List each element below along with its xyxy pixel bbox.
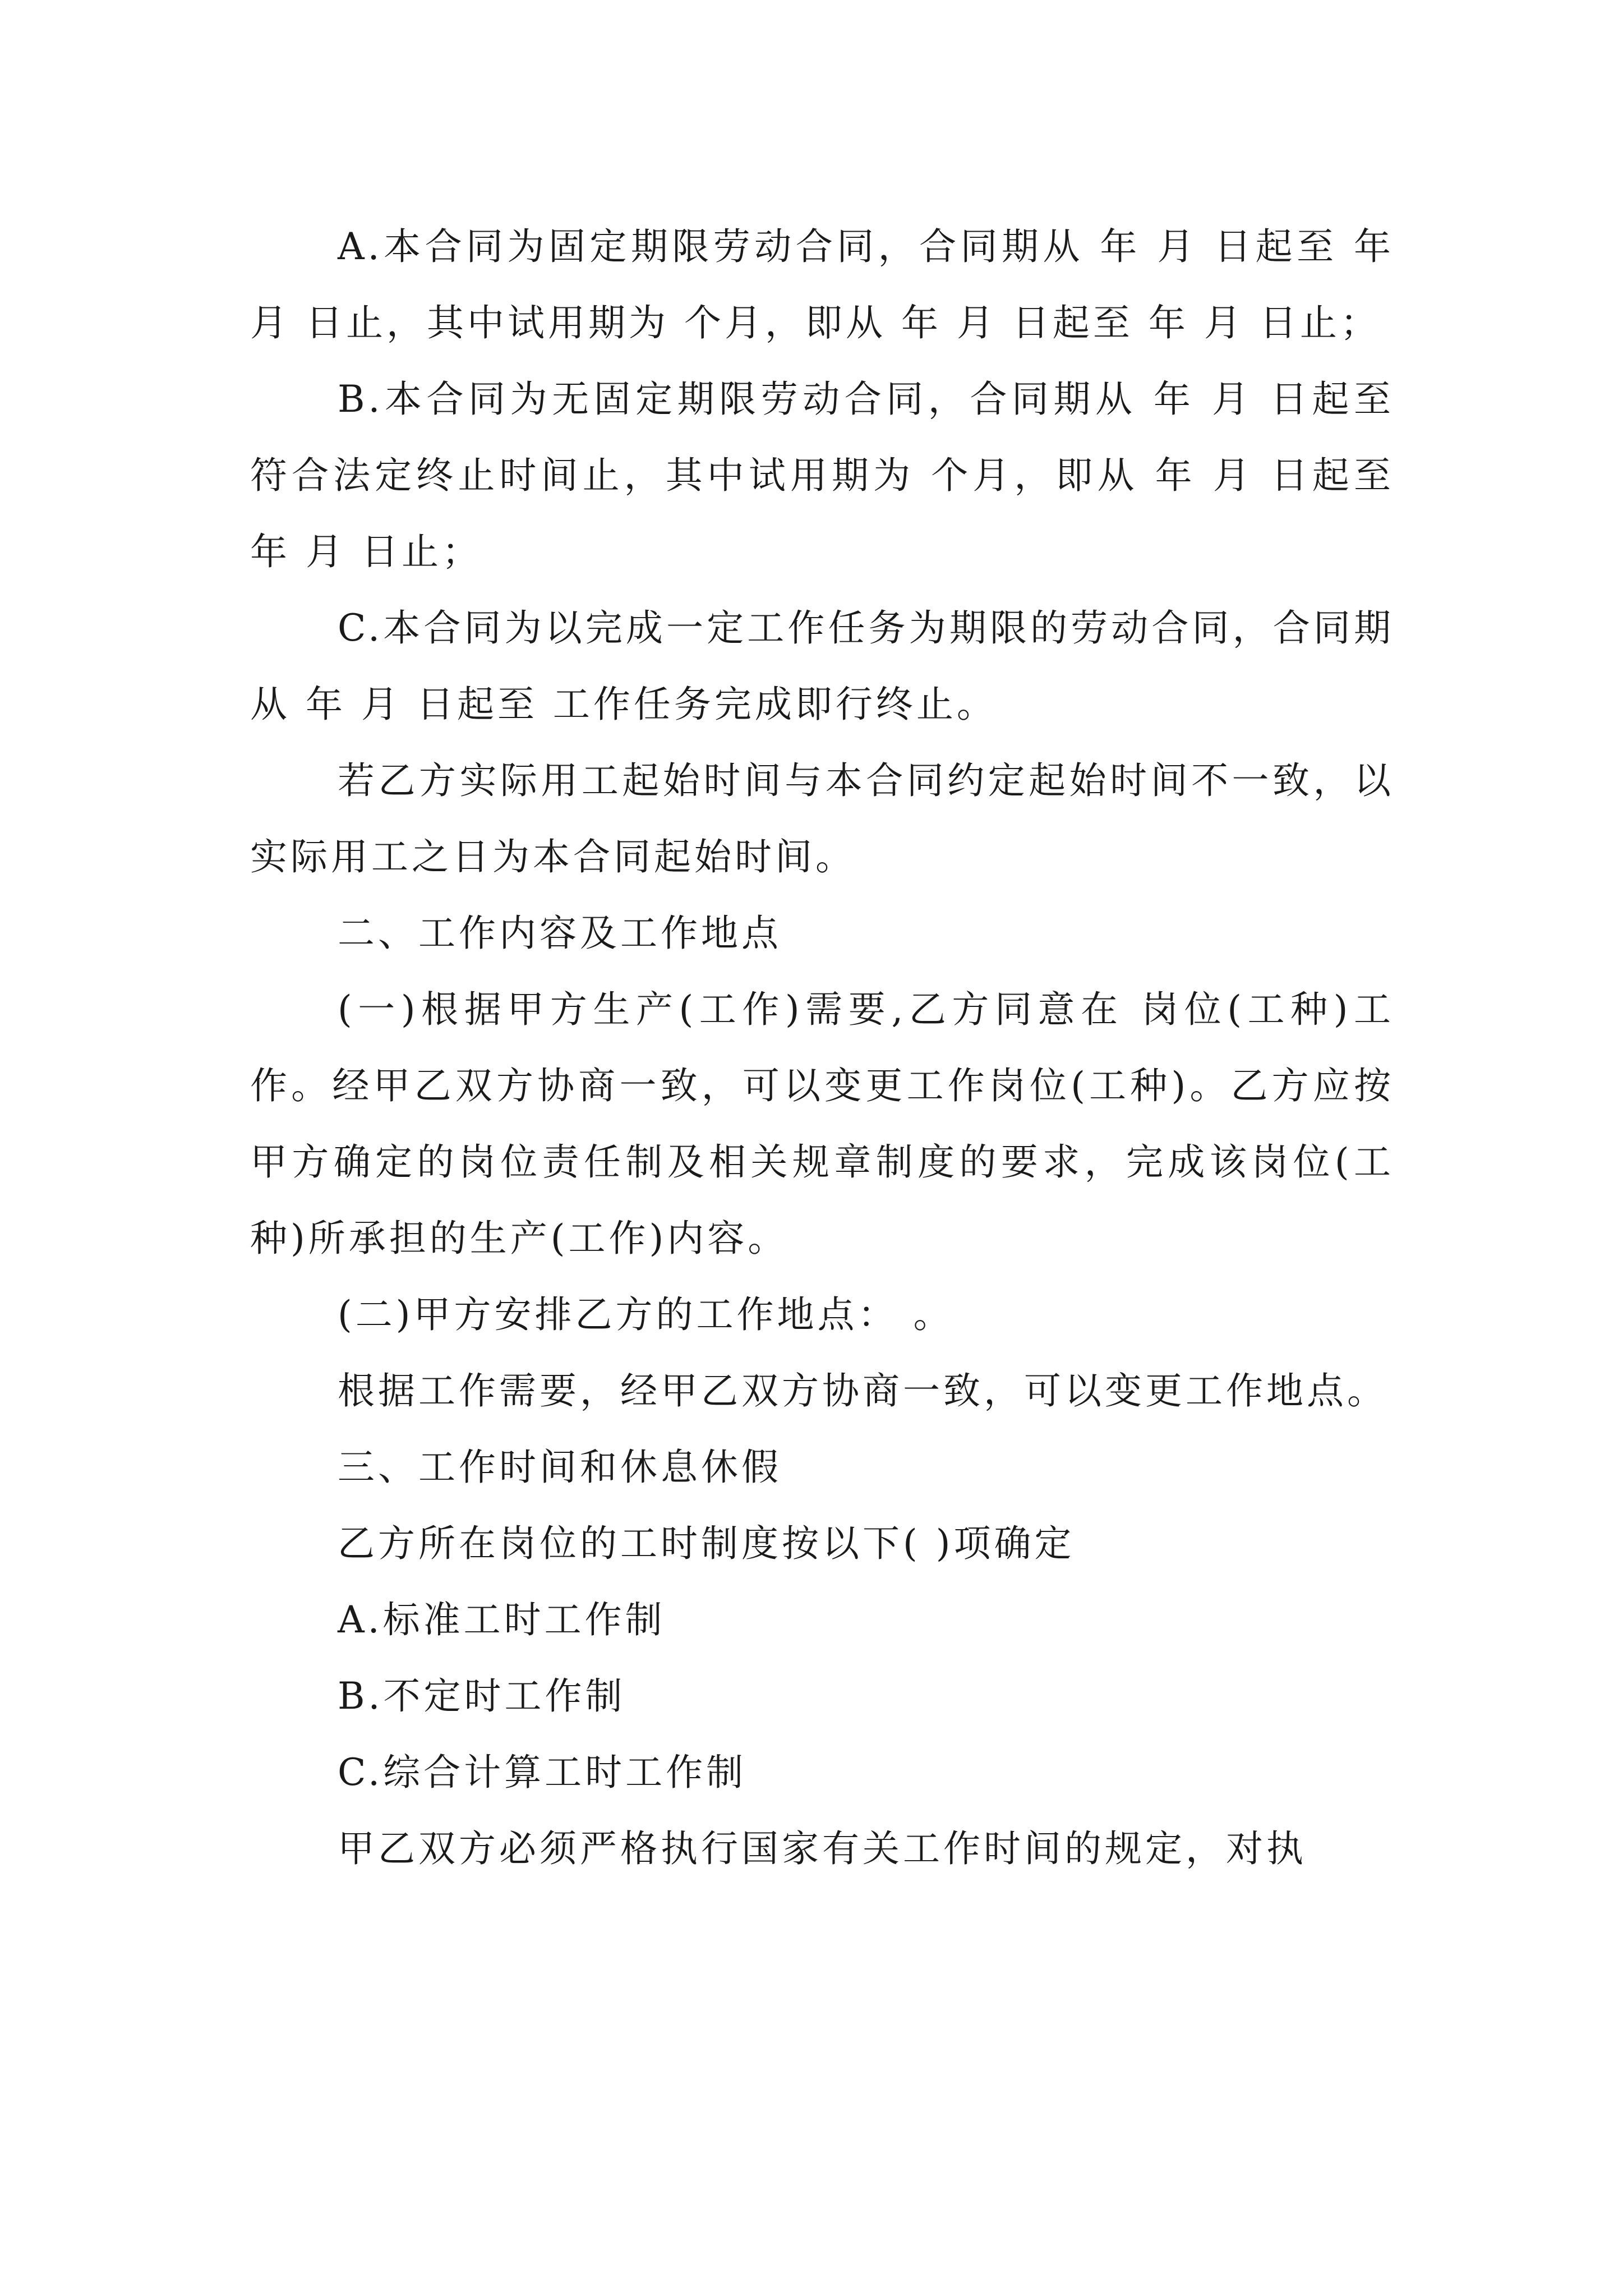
- option-standard-hours: A.标准工时工作制: [338, 1598, 666, 1641]
- option-flexible-hours: B.不定时工作制: [338, 1674, 626, 1718]
- option-comprehensive-hours: C.综合计算工时工作制: [338, 1751, 747, 1794]
- clause-task-term: C.本合同为以完成一定工作任务为期限的劳动合同，合同期从 年 月 日起至 工作任务完成即行终止。: [250, 606, 1394, 726]
- clause-hours-system: 乙方所在岗位的工时制度按以下( )项确定: [338, 1522, 1075, 1565]
- clause-fixed-term: A.本合同为固定期限劳动合同，合同期从 年 月 日起至 年 月 日止，其中试用期为 个月，即从 年 月 日起至 年 月 日止；: [250, 225, 1409, 344]
- document-body: [250, 209, 1409, 1887]
- section-heading-work-content: 二、工作内容及工作地点: [338, 912, 782, 955]
- section-heading-working-hours: 三、工作时间和休息休假: [338, 1446, 782, 1489]
- clause-open-term: B.本合同为无固定期限劳动合同，合同期从 年 月 日起至符合法定终止时间止，其中试用期为 个月，即从 年 月 日起至 年 月 日止；: [250, 378, 1409, 573]
- clause-work-position: (一)根据甲方生产(工作)需要,乙方同意在 岗位(工种)工作。经甲乙双方协商一致，可以变更工作岗位(工种)。乙方应按甲方确定的岗位责任制及相关规章制度的要求，完成该岗位(工种)所承担的生产(工作)内容。: [250, 988, 1394, 1260]
- clause-location-change: 根据工作需要，经甲乙双方协商一致，可以变更工作地点。: [338, 1369, 1387, 1412]
- clause-start-time-note: 若乙方实际用工起始时间与本合同约定起始时间不一致，以实际用工之日为本合同起始时间。: [250, 759, 1394, 878]
- clause-hours-compliance: 甲乙双方必须严格执行国家有关工作时间的规定，对执: [338, 1827, 1307, 1870]
- clause-work-location: (二)甲方安排乙方的工作地点： 。: [338, 1293, 954, 1336]
